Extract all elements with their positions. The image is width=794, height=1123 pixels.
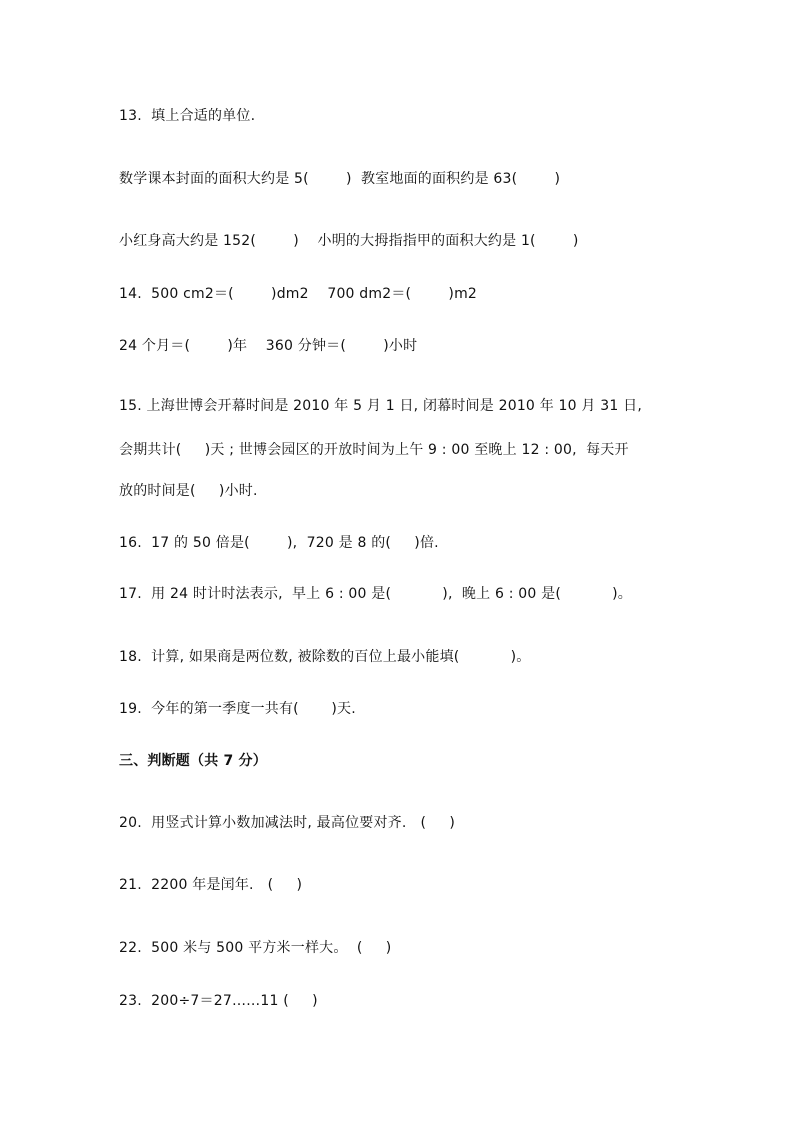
question-22: 22. 500 米与 500 平方米一样大。 ( ) [119, 940, 392, 956]
question-14-line-2: 24 个月＝( )年 360 分钟＝( )小时 [119, 338, 418, 354]
question-16: 16. 17 的 50 倍是( ), 720 是 8 的( )倍. [119, 535, 439, 551]
question-15-line-3: 放的时间是( )小时. [119, 483, 258, 499]
question-15-line-1: 15. 上海世博会开幕时间是 2010 年 5 月 1 日, 闭幕时间是 2010 年 10 月 31 日, [119, 398, 642, 414]
question-21: 21. 2200 年是闰年. ( ) [119, 877, 303, 893]
question-17: 17. 用 24 时计时法表示, 早上 6 : 00 是( ), 晚上 6 : 00 是( )。 [119, 586, 633, 602]
question-14-line-1: 14. 500 cm2＝( )dm2 700 dm2＝( )m2 [119, 286, 478, 302]
question-13-title: 13. 填上合适的单位. [119, 108, 256, 124]
question-13-line-2: 小红身高大约是 152( ) 小明的大拇指指甲的面积大约是 1( ) [119, 233, 579, 249]
question-15-line-2: 会期共计( )天 ; 世博会园区的开放时间为上午 9 : 00 至晚上 12 : 00, 每天开 [119, 442, 629, 458]
question-20: 20. 用竖式计算小数加减法时, 最高位要对齐. ( ) [119, 815, 456, 831]
question-23: 23. 200÷7＝27……11 ( ) [119, 993, 318, 1009]
question-19: 19. 今年的第一季度一共有( )天. [119, 701, 356, 717]
section-3-heading: 三、判断题（共 7 分） [119, 753, 267, 769]
question-18: 18. 计算, 如果商是两位数, 被除数的百位上最小能填( )。 [119, 649, 531, 665]
question-13-line-1: 数学课本封面的面积大约是 5( ) 教室地面的面积约是 63( ) [119, 171, 561, 187]
